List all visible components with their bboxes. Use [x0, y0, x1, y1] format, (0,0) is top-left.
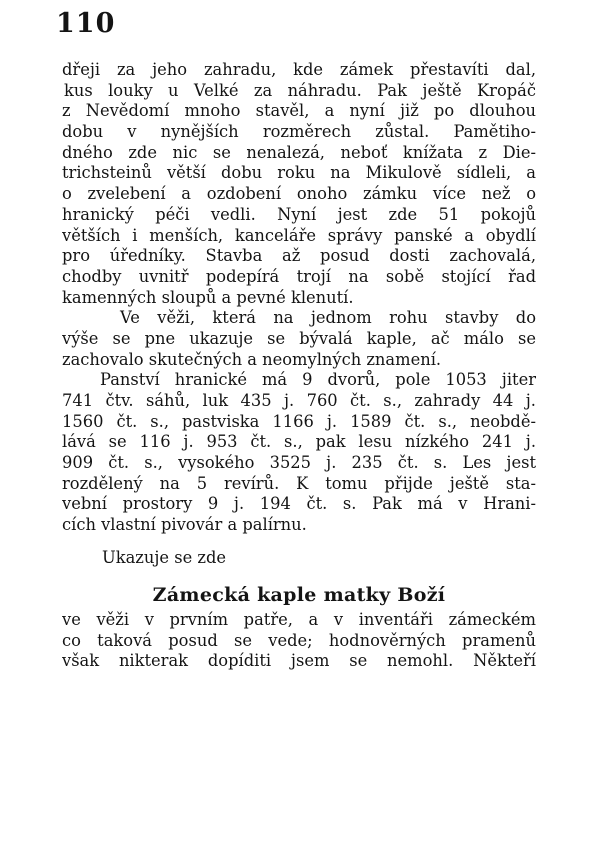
- text-line: trichsteinů větší dobu roku na Mikulově sídleli, a: [62, 163, 536, 183]
- text-line: dřeji za jeho zahradu, kde zámek přestavíti dal,: [62, 60, 536, 79]
- text-line: pro úředníky. Stavba až posud dosti zachovalá,: [62, 246, 536, 266]
- section-heading: Zámecká kaple matky Boží: [152, 583, 446, 606]
- body-text: [62, 60, 536, 672]
- text-line: co taková posud se vede; hodnověrných pramenů: [62, 630, 536, 650]
- spacer: [62, 536, 536, 546]
- lead-in-line: Ukazuje se zde: [102, 547, 227, 567]
- text-line: 1560 čt. s., pastviska 1166 j. 1589 čt. s., neobdě-: [62, 411, 536, 431]
- text-line: vební prostory 9 j. 194 čt. s. Pak má v Hrani-: [62, 494, 536, 514]
- text-line: kus louky u Velké za náhradu. Pak ještě Kropáč: [64, 80, 536, 100]
- text-line: dného zde nic se nenalezá, neboť knížata z Die-: [62, 142, 536, 162]
- text-line: cích vlastní pivovár a palírnu.: [62, 515, 307, 535]
- text-line: kamenných sloupů a pevné klenutí.: [62, 287, 354, 307]
- text-line: lává se 116 j. 953 čt. s., pak lesu nízkého 241 j.: [62, 432, 536, 452]
- text-line: Ve věži, která na jednom rohu stavby do: [120, 308, 536, 328]
- text-line: Panství hranické má 9 dvorů, pole 1053 jiter: [100, 370, 536, 390]
- text-line: 741 čtv. sáhů, luk 435 j. 760 čt. s., zahrady 44 j.: [62, 391, 536, 410]
- text-line: zachovalo skutečných a neomylných znamení.: [62, 349, 442, 369]
- text-line: chodby uvnitř podepírá trojí na sobě stojící řad: [62, 266, 536, 286]
- text-line: 909 čt. s., vysokého 3525 j. 235 čt. s. Les jest: [62, 453, 536, 473]
- text-line: z Nevědomí mnoho stavěl, a nyní již po dlouhou: [62, 101, 536, 121]
- text-line: větších i menších, kanceláře správy panské a obydlí: [62, 225, 536, 245]
- text-line: však nikterak dopíditi jsem se nemohl. Někteří: [62, 651, 536, 671]
- text-line: rozdělený na 5 revírů. K tomu přijde ještě sta-: [62, 473, 536, 493]
- text-line: výše se pne ukazuje se bývalá kaple, ač málo se: [62, 328, 536, 348]
- text-line: ve věži v prvním patře, a v inventáři zámeckém: [62, 609, 536, 629]
- text-line: dobu v nynějších rozměrech zůstal. Pamětiho-: [62, 122, 536, 142]
- text-line: hranický péči vedli. Nyní jest zde 51 pokojů: [62, 204, 536, 224]
- spacer: [62, 570, 536, 580]
- text-line: o zvelebení a ozdobení onoho zámku více než o: [62, 184, 536, 204]
- page-number: 110: [56, 8, 116, 39]
